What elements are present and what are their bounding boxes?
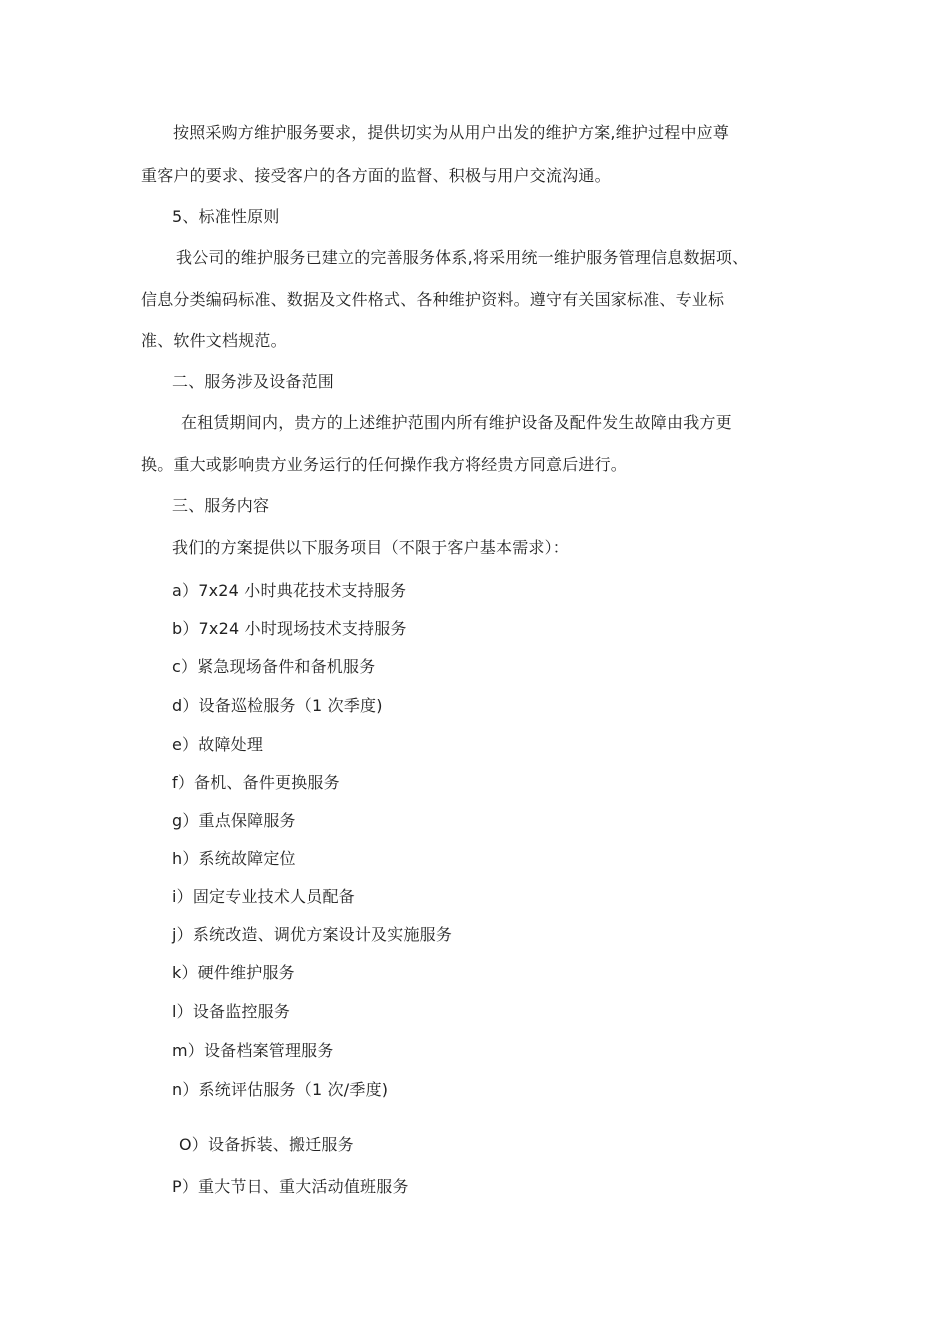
paragraph-line: 信息分类编码标准、数据及文件格式、各种维护资料。遵守有关国家标准、专业标 [141, 290, 725, 309]
list-item: f）备机、备件更换服务 [172, 773, 340, 792]
paragraph-line: 我公司的维护服务已建立的完善服务体系,将采用统一维护服务管理信息数据项、 [176, 248, 749, 267]
list-item: k）硬件维护服务 [172, 963, 295, 982]
paragraph-line: 在租赁期间内，贵方的上述维护范围内所有维护设备及配件发生故障由我方更 [181, 413, 732, 432]
list-item: j）系统改造、调优方案设计及实施服务 [172, 925, 453, 944]
list-item: b）7x24 小时现场技术支持服务 [172, 619, 407, 638]
paragraph-line: 准、软件文档规范。 [141, 331, 287, 350]
list-item: a）7x24 小时典花技术支持服务 [172, 581, 407, 600]
list-item: O）设备拆装、搬迁服务 [179, 1135, 354, 1154]
list-item: i）固定专业技术人员配备 [172, 887, 355, 906]
list-item: d）设备巡检服务（1 次季度) [172, 696, 383, 715]
list-item: e）故障处理 [172, 735, 264, 754]
list-item: m）设备档案管理服务 [172, 1041, 334, 1060]
paragraph-line: 按照采购方维护服务要求，提供切实为从用户出发的维护方案,维护过程中应尊 [173, 123, 730, 142]
list-item: h）系统故障定位 [172, 849, 296, 868]
list-item: n）系统评估服务（1 次/季度) [172, 1080, 389, 1099]
section-heading: 5、标准性原则 [172, 207, 280, 226]
section-heading: 三、服务内容 [172, 496, 270, 515]
list-item: l）设备监控服务 [172, 1002, 291, 1021]
paragraph-line: 换。重大或影响贵方业务运行的任何操作我方将经贵方同意后进行。 [141, 455, 628, 474]
intro-line: 我们的方案提供以下服务项目（不限于客户基本需求）： [172, 538, 570, 557]
paragraph-line: 重客户的要求、接受客户的各方面的监督、积极与用户交流沟通。 [141, 166, 611, 185]
list-item: P）重大节日、重大活动值班服务 [172, 1177, 409, 1196]
list-item: g）重点保障服务 [172, 811, 296, 830]
list-item: c）紧急现场备件和备机服务 [172, 657, 376, 676]
section-heading: 二、服务涉及设备范围 [172, 372, 335, 391]
